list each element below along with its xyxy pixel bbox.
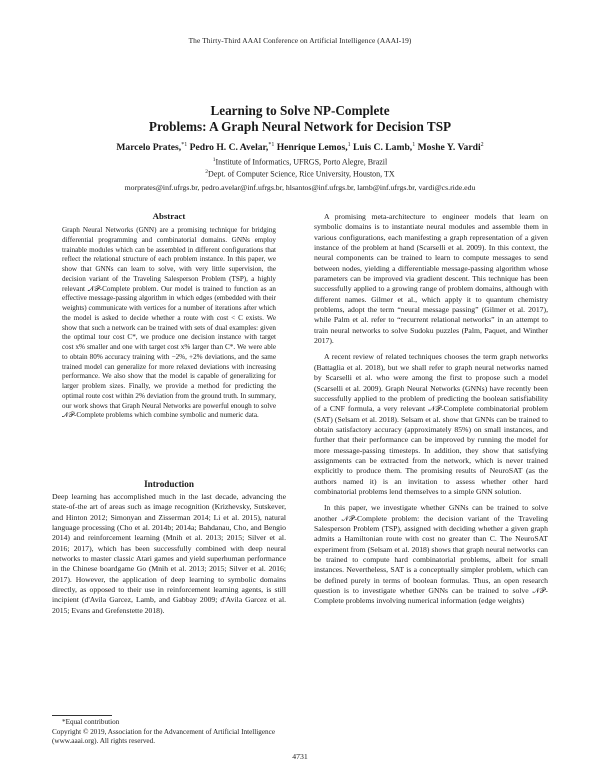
- right-column: [314, 212, 548, 613]
- affiliation-2: [0, 169, 600, 179]
- author-mark: 1: [347, 142, 351, 148]
- affiliation-mark: 1: [212, 157, 216, 163]
- author-name: Luis C. Lamb,: [353, 142, 413, 154]
- conference-header: The Thirty-Third AAAI Conference on Artificial Intelligence (AAAI-19): [188, 36, 412, 45]
- affiliation-mark: 2: [205, 169, 209, 175]
- abstract-text: Graph Neural Networks (GNN) are a promising technique for bridging differential programming and combinatorial domains. GNNs employ trainable modules which can be assembled in different configurations that reflect the relational structure of each problem instance. In this paper, we show that GNNs can learn to solve, with very little supervision, the decision variant of the Traveling Salesperson Problem (TSP), a highly relevant 𝒩𝒫-Complete problem. Our model is trained to function as an effective message-passing algorithm in which edges (embedded with their weights) communicate with vertices for a number of iterations after which the model is asked to decide whether a route with cost < C exists. We show that such a network can be trained with sets of dual examples: given the optimal tour cost C*, we produce one decision instance with target cost x% smaller and one with target cost x% larger than C*. We were able to obtain 80% accuracy training with −2%, +2% deviations, and the same trained model can generalize for more relaxed deviations with increasing performance. We also show that the model is capable of generalizing for larger problem sizes. Finally, we provide a method for predicting the optimal route cost within 2% deviation from the ground truth. In summary, our work shows that Graph Neural Networks are powerful enough to solve 𝒩𝒫-Complete problems which combine symbolic and numeric data.: [62, 226, 276, 420]
- page-number: 4731: [292, 752, 308, 761]
- abstract-heading: Abstract: [152, 211, 186, 221]
- equal-contribution-note: *Equal contribution: [62, 718, 120, 726]
- introduction-text: Deep learning has accomplished much in the last decade, advancing the state-of-the art of areas such as image recognition (Krizhevsky, Sutskever, and Hinton 2012; Simonyan and Zisserman 2014; Li et al. 2015), natural language processing (Cho et al. 2014b; 2014a; Bahdanau, Cho, and Bengio 2014) and reinforcement learning (Mnih et al. 2013; 2015; Silver et al. 2016; 2017), which has been successfully combined with deep neural networks to master classic Atari games and yield superhuman performance in the Chinese boardgame Go (Mnih et al. 2013; 2015; Silver et al. 2016; 2017). However, the application of deep learning to symbolic domains directly, as opposed to their use in reinforcement learning agents, is still incipient (d'Avila Garcez, Lamb, and Gabbay 2009; d'Avila Garcez et al. 2015; Evans and Grefenstette 2018).: [52, 492, 286, 615]
- author-list: [0, 142, 600, 153]
- author-mark: 1: [412, 142, 416, 148]
- author-name: Henrique Lemos,: [276, 142, 348, 154]
- introduction-heading: Introduction: [144, 479, 194, 489]
- footnotes: [52, 718, 286, 747]
- affiliation-1: [0, 157, 600, 167]
- author-mark: *1: [181, 142, 188, 148]
- author-name: Marcelo Prates,: [116, 142, 182, 154]
- title-line-2: Problems: A Graph Neural Network for Decision TSP: [148, 119, 452, 134]
- title-line-1: Learning to Solve NP-Complete: [210, 103, 390, 118]
- paragraph: In this paper, we investigate whether GNNs can be trained to solve another 𝒩𝒫-Complete problem: the decision variant of the Traveling Salesperson Problem (TSP), assigned with deciding whether a given graph admits a Hamiltonian route with cost no greater than C. The NeuroSAT experiment from (Selsam et al. 2018) shows that graph neural networks can be trained to compute hard combinatorial problems, albeit for small instances. Nevertheless, SAT is a conceptually simpler problem, which can be defined purely in terms of boolean formulas. Thus, an open research question is to investigate whether GNNs can be trained to solve 𝒩𝒫-Complete problems involving numerical information (edge weights): [314, 503, 548, 606]
- paper-title: [0, 103, 600, 135]
- author-name: Pedro H. C. Avelar,: [189, 142, 269, 154]
- affiliation-text: Institute of Informatics, UFRGS, Porto Alegre, Brazil: [215, 157, 388, 167]
- author-mark: *1: [268, 142, 275, 148]
- paragraph: A recent review of related techniques chooses the term graph networks (Battaglia et al. 2018), but we shall refer to graph neural networks named by Scarselli et al. who were among the first to propose such a model (Scarselli et al. 2009). Graph Neural Networks (GNNs) have recently been successfully applied to the problem of predicting the boolean satisfiability of a CNF formula, a very relevant 𝒩𝒫-Complete combinatorial problem (SAT) (Selsam et al. 2018). Selsam et al. show that GNNs can be trained to obtain satisfactory accuracy (approximately 85%) on small instances, and further that their performance can be improved by running the model for more message-passing timesteps. In addition, they show that satisfying assignments can be extracted from the network, which is never trained explicitly to produce them. The promising results of NeuroSAT (as the authors named it) is an invitation to assess whether other hard combinatorial problems lend themselves to a simple GNN solution.: [314, 352, 548, 496]
- affiliation-text: Dept. of Computer Science, Rice University, Houston, TX: [208, 169, 395, 179]
- copyright-note: Copyright © 2019, Association for the Advancement of Artificial Intelligence (www.aaai.org). All rights reserved.: [52, 727, 276, 746]
- author-emails: morprates@inf.ufrgs.br, pedro.avelar@inf.ufrgs.br, hlsantos@inf.ufrgs.br, lamb@inf.ufrgs.br, vardi@cs.ride.edu: [124, 183, 476, 192]
- author-name: Moshe Y. Vardi: [417, 142, 481, 154]
- author-mark: 2: [480, 142, 484, 148]
- paragraph: A promising meta-architecture to engineer models that learn on symbolic domains is to instantiate neural modules and assemble them in various configurations, each manifesting a graph representation of a given instance of the problem at hand (Scarselli et al. 2009). In this context, the neural components can be trained to learn to compute messages to send between nodes, yielding a differentiable message-passing algorithm whose parameters can be improved via gradient descent. This technique has been successfully applied to a growing range of problem domains, although with different names. Gilmer et al., which apply it to quantum chemistry problems, adopt the term “neural message passing” (Gilmer et al. 2017), while Palm et al. refer to “recurrent relational networks” in an attempt to train neural networks to solve Sudoku puzzles (Palm, Paquet, and Winther 2017).: [314, 212, 548, 346]
- footnote-divider: [52, 715, 112, 716]
